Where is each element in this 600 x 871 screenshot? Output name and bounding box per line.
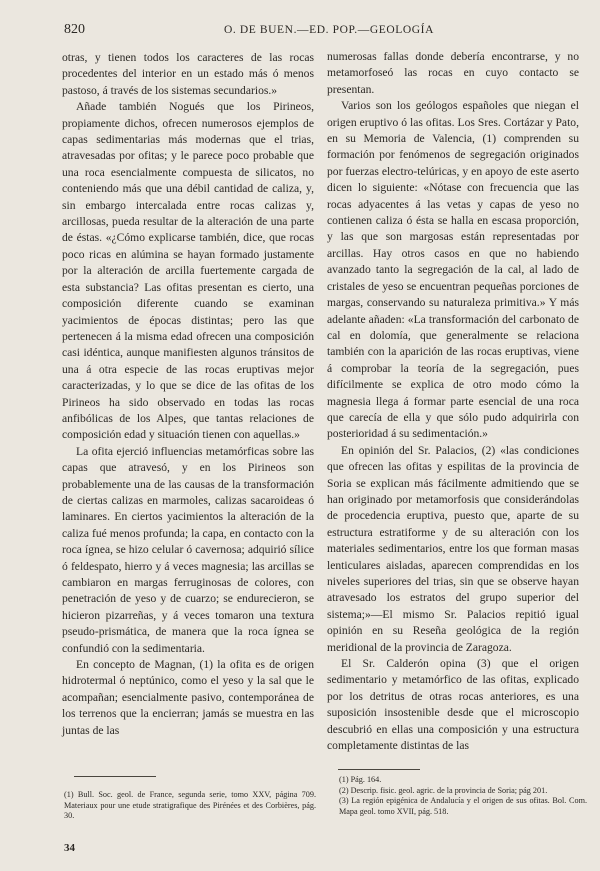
page-header [64,22,570,42]
signature-mark: 34 [64,842,75,854]
paragraph: En concepto de Magnan, (1) la ofita es de origen hidrotermal ó neptúnico, como el yeso y la sal que le acompañan; esencialmente pasivo, contemporánea de los terrenos que la encierran; jamás se muestra en las juntas de las [62,658,314,737]
paragraph: Añade también Nogués que los Pirineos, propiamente dichos, ofrecen numerosos ejemplos de capas sedimentarias más modernas que el trias, atravesadas por ofitas; y le parece poco probable que una roca esencialmente compuesta de silicatos, no conteniendo más que una débil cantidad de caliza, y, sin embargo intercalada entre rocas calizas y, arcillosas, pueda resultar de la alteración de una parte de éstas. «¿Cómo explicarse también, dice, que rocas poco ricas en alúmina se hayan formado justamente por la alteración de arcilla fuertemente cargada de esta substancia? Las ofitas presentan es cierto, una composición diferente cuando se examinan yacimientos de épocas distintas; pero las que pertenecen á la misma edad ofrecen una composición casi idéntica, aunque manifiesten algunos tránsitos de una á otra especie de las rocas eruptivas mejor caracterizadas, y lo que se dice de las ofitas de los Pirineos ha sido observado en todas las rocas anfibólicas de los Alpes, que tantas relaciones de composición edad y situación tienen con aquellas.» [62,100,314,442]
footnote: (3) La región epigénica de Andalucía y el origen de sus ofitas. Bol. Com. Mapa geol. tomo XVII, pág. 518. [339,796,587,816]
paragraph: Varios son los geólogos españoles que niegan el origen eruptivo ó las ofitas. Los Sres. Cortázar y Pato, en su Memoria de Valencia, (1) comprenden su formación por fenómenos de segregación originados por fuerzas electro-telúricas, y en apoyo de este aserto dicen lo siguiente: «Nótase con frecuencia que las rocas adyacentes á las vetas y capas de yeso no contienen caliza ó ésta se halla en escasa proporción, y las que son margosas están representadas por arcillas. Hay otros casos en que no habiendo avanzado tanto la segregación de la cal, al lado de cristales de yeso se encuentran pequeñas porciones de margas, conservando su naturaleza primitiva.» Y más adelante añaden: «La transformación del carbonato de cal en dolomía, que generalmente se relaciona también con la aparición de las rocas eruptivas, viene á comprobar la teoría de la segregación, pues difícilmente se explica de otro modo cómo la magnesia llega á formar parte esencial de una roca que carecía de ella y que sólo pudo adquirirla con posterioridad á su sedimentación.» [327,99,579,441]
footnote: (2) Descrip. fisic. geol. agric. de la provincia de Soria; pág 201. [339,785,548,795]
left-footnotes [64,790,316,822]
paragraph: El Sr. Calderón opina (3) que el origen sedimentario y metamórfico de las ofitas, explicado por los detritus de otras rocas anteriores, es una suposición insostenible desde que el microscopio descubrió en ellas una composición y una estructura completamente distintas de las [327,657,579,753]
footnote: (1) Bull. Soc. geol. de France, segunda serie, tomo XXV, página 709. Materiaux pour une etude stratigrafique des Pirénées et des Corbières, pág. 30. [64,790,316,821]
paragraph: otras, y tienen todos los caracteres de las rocas procedentes del interior en un estado más ó menos pastoso, á través de los sistemas secundarios.» [62,51,314,97]
footnote-divider [74,776,156,777]
paragraph: En opinión del Sr. Palacios, (2) «las condiciones que ofrecen las ofitas y espilitas de la provincia de Soria se explican más fácilmente admitiendo que se han originado por metamorfosis que considerándolas de procedencia eruptiva, puesto que, aparte de su estructura estratiforme y de su alteración con los materiales sedimentarios, entre los que forman masas lenticulares aisladas, aparecen comprendidas en los niveles superiores del trias, sin que se observe hayan atravesado los estratos del grupo superior del sistema;»—El mismo Sr. Palacios repitió igual opinión en su Reseña geológica de la región meridional de la provincia de Zaragoza. [327,443,579,654]
page-number: 820 [64,22,85,37]
footnote: (1) Pág. 164. [339,775,382,784]
right-footnotes [339,775,587,817]
paragraph: numerosas fallas donde debería encontrarse, y no metamorfoseó las rocas en cuyo contacto se presentan. [327,50,579,96]
left-column [62,50,314,739]
running-head: O. DE BUEN.—ED. POP.—GEOLOGÍA [224,24,435,36]
footnote-divider [338,769,420,770]
paragraph: La ofita ejerció influencias metamórficas sobre las capas que atravesó, y en los Pirineos son probablemente una de las causas de la transformación de ciertas calizas en marmoles, calizas sacaroideas ó laminares. En ciertos yacimientos la alteración de la caliza fué menos profunda; la capa, en contacto con la roca ígnea, se hizo celular ó cavernosa; adquirió sílice ó feldespato, hierro y á veces magnesia; las arcillas se cambiaron en margas ferruginosas de colores, con penetración de yeso y de cuarzo; se endurecieron, se hicieron pizarreñas, y á veces tomaron una textura pseudo-prismática, de manera que la roca ígnea se confundió con la sedimentaria. [62,444,314,655]
right-column [327,49,579,754]
